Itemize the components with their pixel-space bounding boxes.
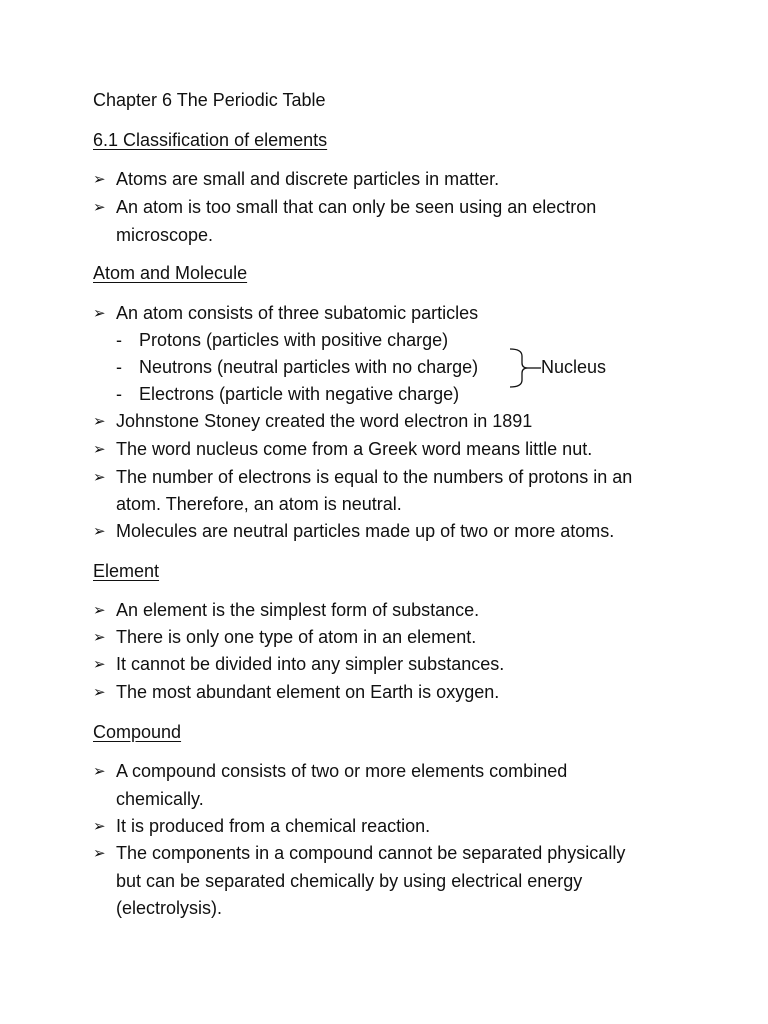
arrow-bullet-icon: ➢: [93, 845, 106, 862]
section-heading-compound: Compound: [93, 722, 182, 742]
bullet-continuation: but can be separated chemically by using electrical energy: [116, 871, 583, 891]
sub-item: [116, 383, 459, 405]
arrow-bullet-icon: ➢: [93, 413, 106, 430]
sub-item: [116, 329, 448, 351]
section-heading-classification: 6.1 Classification of elements: [93, 130, 328, 150]
dash-marker: -: [116, 384, 122, 404]
section-heading-element: Element: [93, 561, 160, 581]
bullet-text: The number of electrons is equal to the numbers of protons in an: [116, 467, 633, 487]
bullet-item: [93, 466, 632, 490]
bullet-item: [93, 520, 614, 544]
bullet-text: The components in a compound cannot be separated physically: [116, 843, 626, 863]
arrow-bullet-icon: ➢: [93, 629, 106, 646]
bullet-text: It is produced from a chemical reaction.: [116, 816, 431, 836]
arrow-bullet-icon: ➢: [93, 171, 106, 188]
bullet-item: [93, 842, 625, 866]
arrow-bullet-icon: ➢: [93, 469, 106, 486]
chapter-title: Chapter 6 The Periodic Table: [93, 90, 326, 110]
bullet-continuation: microscope.: [116, 225, 214, 245]
arrow-bullet-icon: ➢: [93, 199, 106, 216]
arrow-bullet-icon: ➢: [93, 523, 106, 540]
brace-icon: [508, 348, 542, 388]
bullet-item: [93, 815, 430, 839]
dash-marker: -: [116, 357, 122, 377]
dash-marker: -: [116, 330, 122, 350]
sub-item: [116, 356, 478, 378]
bullet-text: The most abundant element on Earth is oxygen.: [116, 682, 500, 702]
bullet-item: [93, 760, 567, 784]
bullet-text: A compound consists of two or more elements combined: [116, 761, 568, 781]
bullet-item: [93, 302, 478, 326]
bullet-continuation: chemically.: [116, 789, 204, 809]
sub-item-text: Electrons (particle with negative charge): [139, 384, 460, 404]
arrow-bullet-icon: ➢: [93, 441, 106, 458]
bullet-item: [93, 653, 504, 677]
bullet-text: An atom consists of three subatomic particles: [116, 303, 479, 323]
bullet-item: [93, 168, 499, 192]
bullet-item: [93, 626, 476, 650]
bullet-text: There is only one type of atom in an element.: [116, 627, 477, 647]
bullet-text: It cannot be divided into any simpler substances.: [116, 654, 505, 674]
bullet-text: Johnstone Stoney created the word electron in 1891: [116, 411, 533, 431]
bullet-item: [93, 196, 596, 220]
bullet-item: [93, 681, 499, 705]
arrow-bullet-icon: ➢: [93, 602, 106, 619]
bullet-text: Atoms are small and discrete particles in matter.: [116, 169, 500, 189]
bullet-text: An element is the simplest form of substance.: [116, 600, 480, 620]
bullet-item: [93, 438, 592, 462]
arrow-bullet-icon: ➢: [93, 656, 106, 673]
sub-item-text: Neutrons (neutral particles with no charge): [139, 357, 479, 377]
bullet-item: [93, 410, 532, 434]
sub-item-text: Protons (particles with positive charge): [139, 330, 449, 350]
nucleus-label: Nucleus: [541, 357, 607, 377]
bullet-text: The word nucleus come from a Greek word means little nut.: [116, 439, 593, 459]
bullet-continuation: atom. Therefore, an atom is neutral.: [116, 494, 402, 514]
arrow-bullet-icon: ➢: [93, 818, 106, 835]
arrow-bullet-icon: ➢: [93, 305, 106, 322]
arrow-bullet-icon: ➢: [93, 763, 106, 780]
bullet-text: An atom is too small that can only be seen using an electron: [116, 197, 597, 217]
section-heading-atom-molecule: Atom and Molecule: [93, 263, 248, 283]
arrow-bullet-icon: ➢: [93, 684, 106, 701]
bullet-item: [93, 599, 479, 623]
bullet-text: Molecules are neutral particles made up of two or more atoms.: [116, 521, 615, 541]
bullet-continuation: (electrolysis).: [116, 898, 223, 918]
